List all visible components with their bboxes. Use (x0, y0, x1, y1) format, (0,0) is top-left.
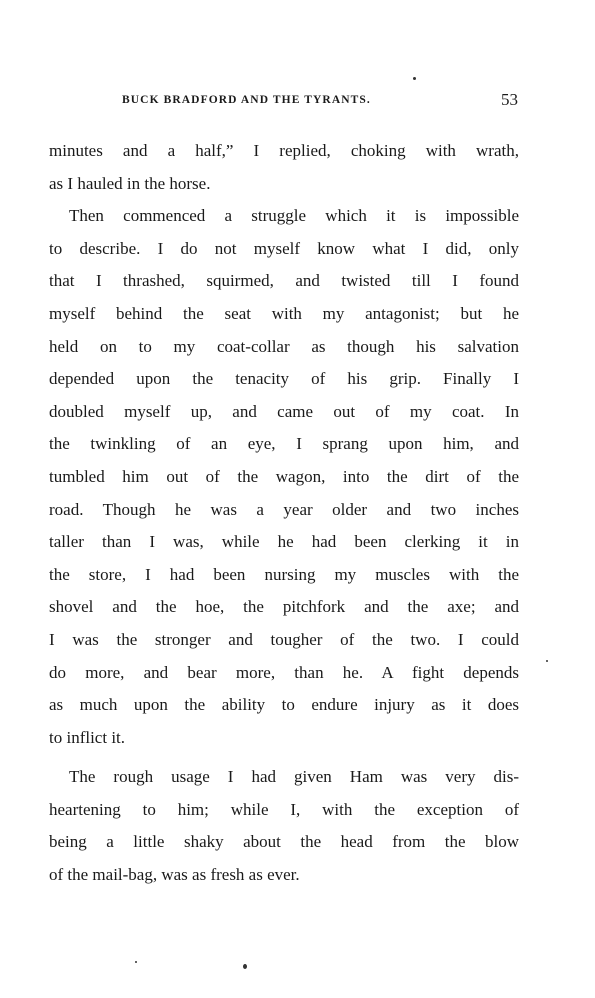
text-line: of the mail-bag, was as fresh as ever. (49, 865, 300, 885)
ink-speck (135, 961, 137, 963)
text-line: minutes and a half,” I replied, choking with wrath, (49, 141, 519, 160)
text-line: shovel and the hoe, the pitchfork and the axe; and (49, 597, 519, 617)
paragraph-gap (49, 754, 519, 761)
text-line: Then commenced a struggle which it is impossible (69, 206, 519, 226)
text-line: being a little shaky about the head from the blow (49, 832, 519, 852)
text-line: The rough usage I had given Ham was very dis- (69, 767, 519, 787)
text-line: road. Though he was a year older and two inches (49, 499, 519, 519)
text-line: myself behind the seat with my antagonist; but he (49, 303, 519, 323)
page-number: 53 (501, 90, 518, 109)
text-line: to inflict it. (49, 727, 126, 747)
text-line: taller than I was, while he had been clerking it in (49, 532, 519, 552)
running-head (118, 90, 518, 110)
ink-speck (413, 77, 416, 80)
text-line: doubled myself up, and came out of my coat. In (49, 401, 519, 421)
ink-speck (243, 964, 247, 969)
ink-speck (546, 660, 548, 662)
text-line: that I thrashed, squirmed, and twisted till I found (49, 271, 519, 291)
text-line: depended upon the tenacity of his grip. Finally I (49, 369, 519, 389)
text-line: the store, I had been nursing my muscles with the (49, 564, 519, 584)
text-line: heartening to him; while I, with the exception of (49, 799, 519, 819)
paragraph (49, 761, 519, 891)
text-line: do more, and bear more, than he. A fight depends (49, 662, 519, 682)
running-title: BUCK BRADFORD AND THE TYRANTS. (122, 94, 371, 106)
text-line: I was the stronger and tougher of the two. I could (49, 629, 519, 649)
text-line: to describe. I do not myself know what I did, only (49, 238, 519, 258)
text-line: the twinkling of an eye, I sprang upon him, and (49, 434, 519, 454)
body-text (49, 135, 519, 892)
text-line: as I hauled in the horse. (49, 173, 211, 193)
paragraph (49, 135, 519, 754)
text-line: tumbled him out of the wagon, into the dirt of the (49, 466, 519, 486)
text-line: held on to my coat-collar as though his salvation (49, 336, 519, 356)
text-line: as much upon the ability to endure injury as it does (49, 695, 519, 715)
